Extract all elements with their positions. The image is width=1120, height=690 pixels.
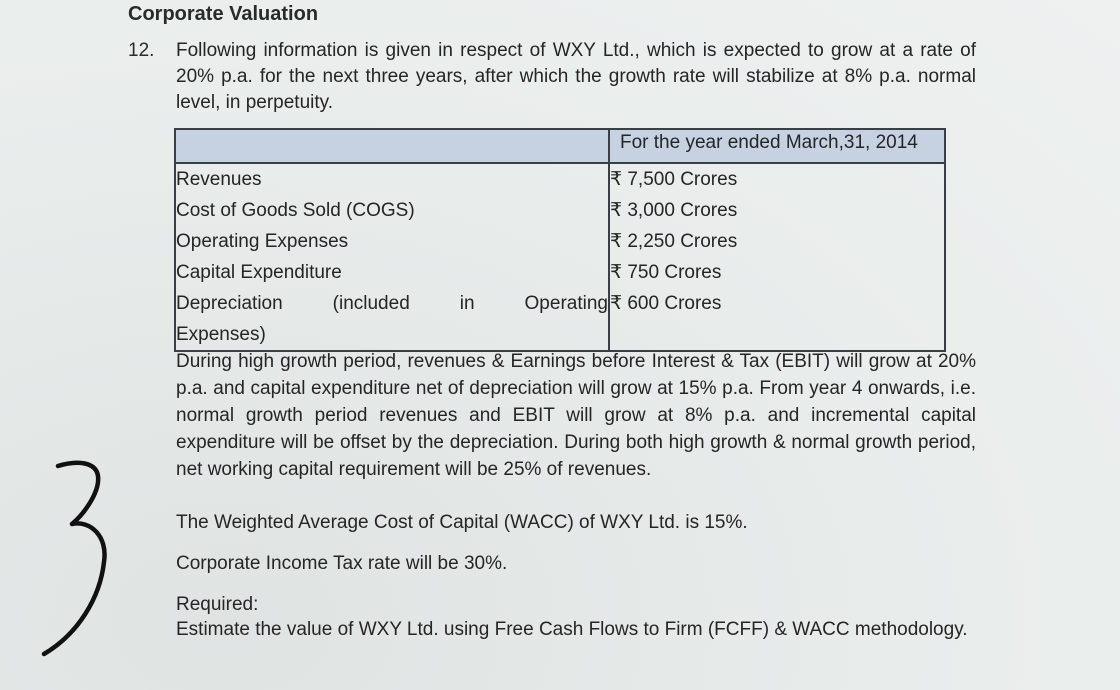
depreciation-word-1: Depreciation [176,293,283,314]
financial-info-table [174,128,946,352]
depreciation-word-3: in [459,293,475,314]
row-value-operating-expenses: ₹ 2,250 Crores [610,231,738,252]
table-header-row [175,129,945,163]
table-body-row [175,163,945,351]
growth-assumptions [176,348,976,483]
row-label-revenues: Revenues [176,169,262,190]
wacc-text: The Weighted Average Cost of Capital (WACC) of WXY Ltd. is 15%. [176,512,748,533]
table-header-year: For the year ended March,31, 2014 [609,129,945,163]
row-label-depreciation [176,288,608,319]
required-task-text: Estimate the value of WXY Ltd. using Free Cash Flows to Firm (FCFF) & WACC methodology. [176,619,968,640]
depreciation-word-4: Operating [524,293,608,314]
section-heading: Corporate Valuation [128,3,319,25]
tax-text: Corporate Income Tax rate will be 30%. [176,553,508,574]
growth-assumptions-text: During high growth period, revenues & Earnings before Interest & Tax (EBIT) will grow at 20% p.a. and capital expenditure net of depreciation will grow at 15% p.a. From year 4 onwards, i.e. normal growth period revenues and EBIT will grow at 8% p.a. and incremental capital expenditure will be offset by the depreciation. During both high growth & normal growth period, net working capital requirement will be 25% of revenues. [176,351,976,480]
tax-statement [176,551,976,577]
row-label-capex: Capital Expenditure [176,262,342,283]
table-header-blank [175,129,609,163]
depreciation-word-2: (included [332,293,410,314]
row-value-capex: ₹ 750 Crores [610,262,722,283]
table-values-cell [609,163,945,351]
handwritten-mark-3 [38,458,118,668]
required-label-text: Required: [176,594,259,615]
row-label-depreciation-cont: Expenses) [176,324,266,345]
row-label-cogs: Cost of Goods Sold (COGS) [176,200,415,221]
required-task [176,617,976,643]
row-value-depreciation: ₹ 600 Crores [610,293,722,314]
row-value-revenues: ₹ 7,500 Crores [610,169,738,190]
required-label [176,592,976,618]
wacc-statement [176,510,976,536]
question-intro [176,38,976,116]
intro-text: Following information is given in respect of WXY Ltd., which is expected to grow at a rate of 20% p.a. for the next three years, after which the growth rate will stabilize at 8% p.a. normal level, in perpetuity. [176,40,976,113]
row-value-cogs: ₹ 3,000 Crores [610,200,738,221]
table-labels-cell [175,163,609,351]
question-number: 12. [128,40,155,61]
row-label-operating-expenses: Operating Expenses [176,231,349,252]
